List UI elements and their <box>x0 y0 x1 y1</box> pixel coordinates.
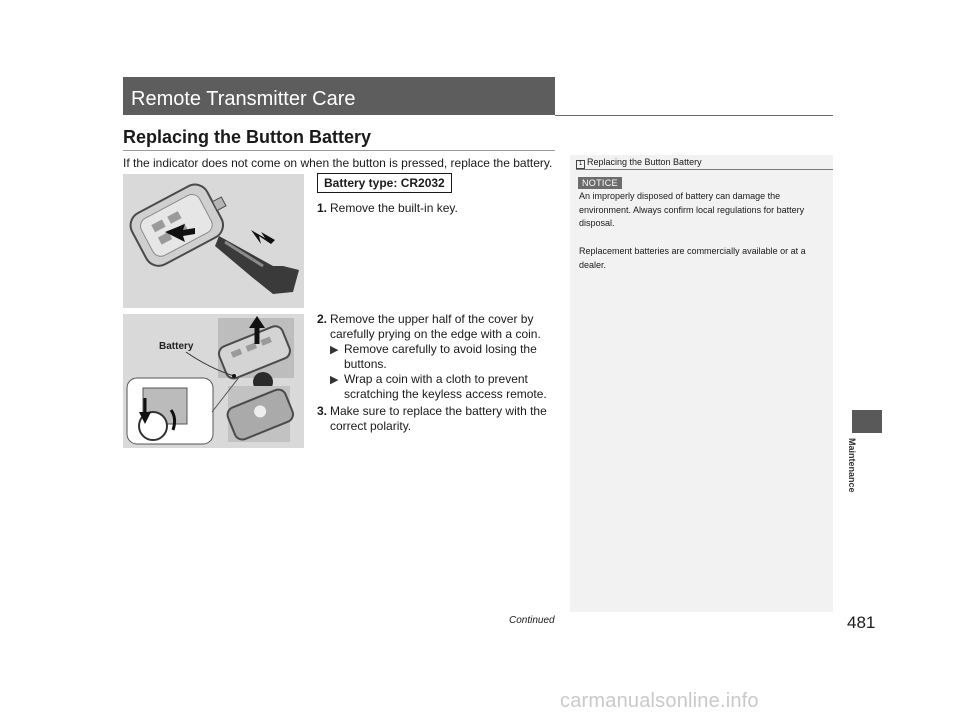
continued-label: Continued <box>509 615 555 626</box>
step-number: 1. <box>317 201 328 215</box>
title-rule <box>555 115 833 116</box>
battery-callout: Battery <box>159 341 194 352</box>
step-number: 3. <box>317 404 328 418</box>
sidebar-title: Replacing the Button Battery <box>587 157 702 167</box>
step-1 <box>317 201 555 216</box>
page-number: 481 <box>847 613 876 632</box>
step-text: Make sure to replace the battery with the correct polarity. <box>330 404 547 433</box>
sidebar-heading <box>576 157 702 169</box>
sidebar-note: Replacement batteries are commercially available or at a dealer. <box>579 246 806 270</box>
sub-step <box>330 372 555 402</box>
page-title: Remote Transmitter Care <box>131 88 356 110</box>
section-tab-text: Maintenance <box>847 438 857 493</box>
sub-step-text: Remove carefully to avoid losing the buttons. <box>344 342 537 371</box>
section-rule <box>123 150 555 151</box>
battery-type-box: Battery type: CR2032 <box>317 173 452 193</box>
section-heading: Replacing the Button Battery <box>123 127 372 147</box>
section-tab-label <box>847 438 873 508</box>
watermark: carmanualsonline.info <box>560 690 759 712</box>
key-removal-figure <box>123 174 304 308</box>
sidebar-rule <box>576 169 833 170</box>
sub-step <box>330 342 555 372</box>
step-text: Remove the built-in key. <box>330 201 458 215</box>
notice-text: An improperly disposed of battery can damage the environment. Always confirm local regulations for battery disposal. <box>579 191 805 228</box>
step-2 <box>317 312 555 402</box>
step-text: Remove the upper half of the cover by carefully prying on the edge with a coin. <box>330 312 541 341</box>
arrow-right-icon: ▶ <box>330 374 339 386</box>
arrow-right-icon: ▶ <box>330 344 339 356</box>
step-3 <box>317 404 555 434</box>
intro-text: If the indicator does not come on when the button is pressed, replace the battery. <box>123 156 553 170</box>
step-number: 2. <box>317 312 328 326</box>
notice-label: NOTICE <box>578 177 622 189</box>
reference-mark: 1 <box>576 160 585 169</box>
section-tab <box>852 410 882 433</box>
battery-replacement-figure <box>123 314 304 448</box>
sub-step-text: Wrap a coin with a cloth to prevent scratching the keyless access remote. <box>344 372 547 401</box>
